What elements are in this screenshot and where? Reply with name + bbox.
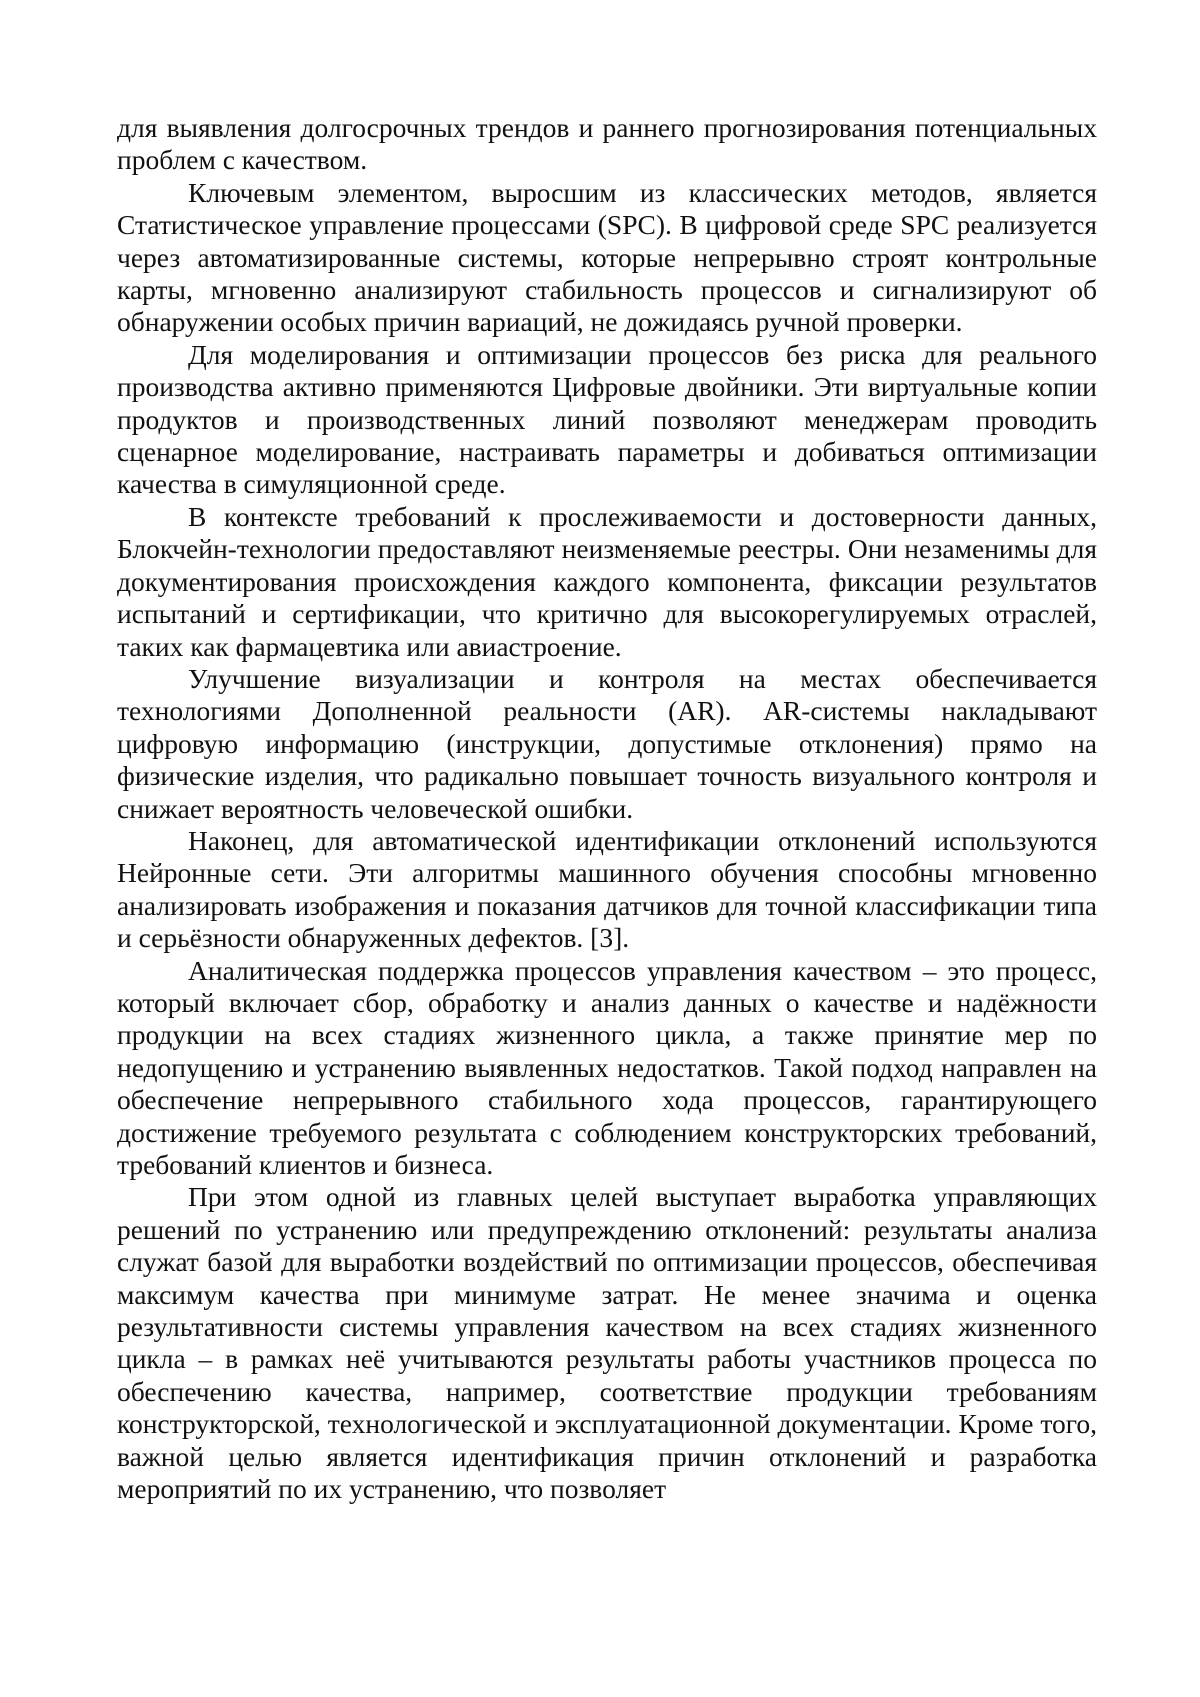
- paragraph-blockchain: В контексте требований к прослеживаемости и достоверности данных, Блокчейн-технологии предоставляют неизменяемые реестры. Они незаменимы для документирования происхождения каждого компонента, фиксации результатов испытаний и сертификации, что критично для высокорегулируемых отраслей, таких как фармацевтика или авиастроение.: [117, 500, 1097, 662]
- paragraph-management-goals: При этом одной из главных целей выступает выработка управляющих решений по устранению или предупреждению отклонений: результаты анализа служат базой для выработки воздействий по оптимизации процессов, обеспечивая максимум качества при минимуме затрат. Не менее значима и оценка результативности системы управления качеством на всех стадиях жизненного цикла – в рамках неё учитываются результаты работы участников процесса по обеспечению качества, например, соответствие продукции требованиям конструкторской, технологической и эксплуатационной документации. Кроме того, важной целью является идентификация причин отклонений и разработка мероприятий по их устранению, что позволяет: [117, 1181, 1097, 1505]
- paragraph-analytical-support: Аналитическая поддержка процессов управления качеством – это процесс, который включает сбор, обработку и анализ данных о качестве и надёжности продукции на всех стадиях жизненного цикла, а также принятие мер по недопущению и устранению выявленных недостатков. Такой подход направлен на обеспечение непрерывного стабильного хода процессов, гарантирующего достижение требуемого результата с соблюдением конструкторских требований, требований клиентов и бизнеса.: [117, 954, 1097, 1180]
- paragraph-neural-networks: Наконец, для автоматической идентификации отклонений используются Нейронные сети. Эти алгоритмы машинного обучения способны мгновенно анализировать изображения и показания датчиков для точной классификации типа и серьёзности обнаруженных дефектов. [3].: [117, 824, 1097, 954]
- paragraph-augmented-reality: Улучшение визуализации и контроля на местах обеспечивается технологиями Дополненной реальности (AR). AR-системы накладывают цифровую информацию (инструкции, допустимые отклонения) прямо на физические изделия, что радикально повышает точность визуального контроля и снижает вероятность человеческой ошибки.: [117, 662, 1097, 824]
- paragraph-spc: Ключевым элементом, выросшим из классических методов, является Статистическое управление процессами (SPC). В цифровой среде SPC реализуется через автоматизированные системы, которые непрерывно строят контрольные карты, мгновенно анализируют стабильность процессов и сигнализируют об обнаружении особых причин вариаций, не дожидаясь ручной проверки.: [117, 176, 1097, 338]
- paragraph-digital-twins: Для моделирования и оптимизации процессов без риска для реального производства активно применяются Цифровые двойники. Эти виртуальные копии продуктов и производственных линий позволяют менеджерам проводить сценарное моделирование, настраивать параметры и добиваться оптимизации качества в симуляционной среде.: [117, 338, 1097, 500]
- paragraph-continuation: для выявления долгосрочных трендов и раннего прогнозирования потенциальных проблем с качеством.: [117, 112, 1097, 176]
- document-page: [117, 112, 1097, 1505]
